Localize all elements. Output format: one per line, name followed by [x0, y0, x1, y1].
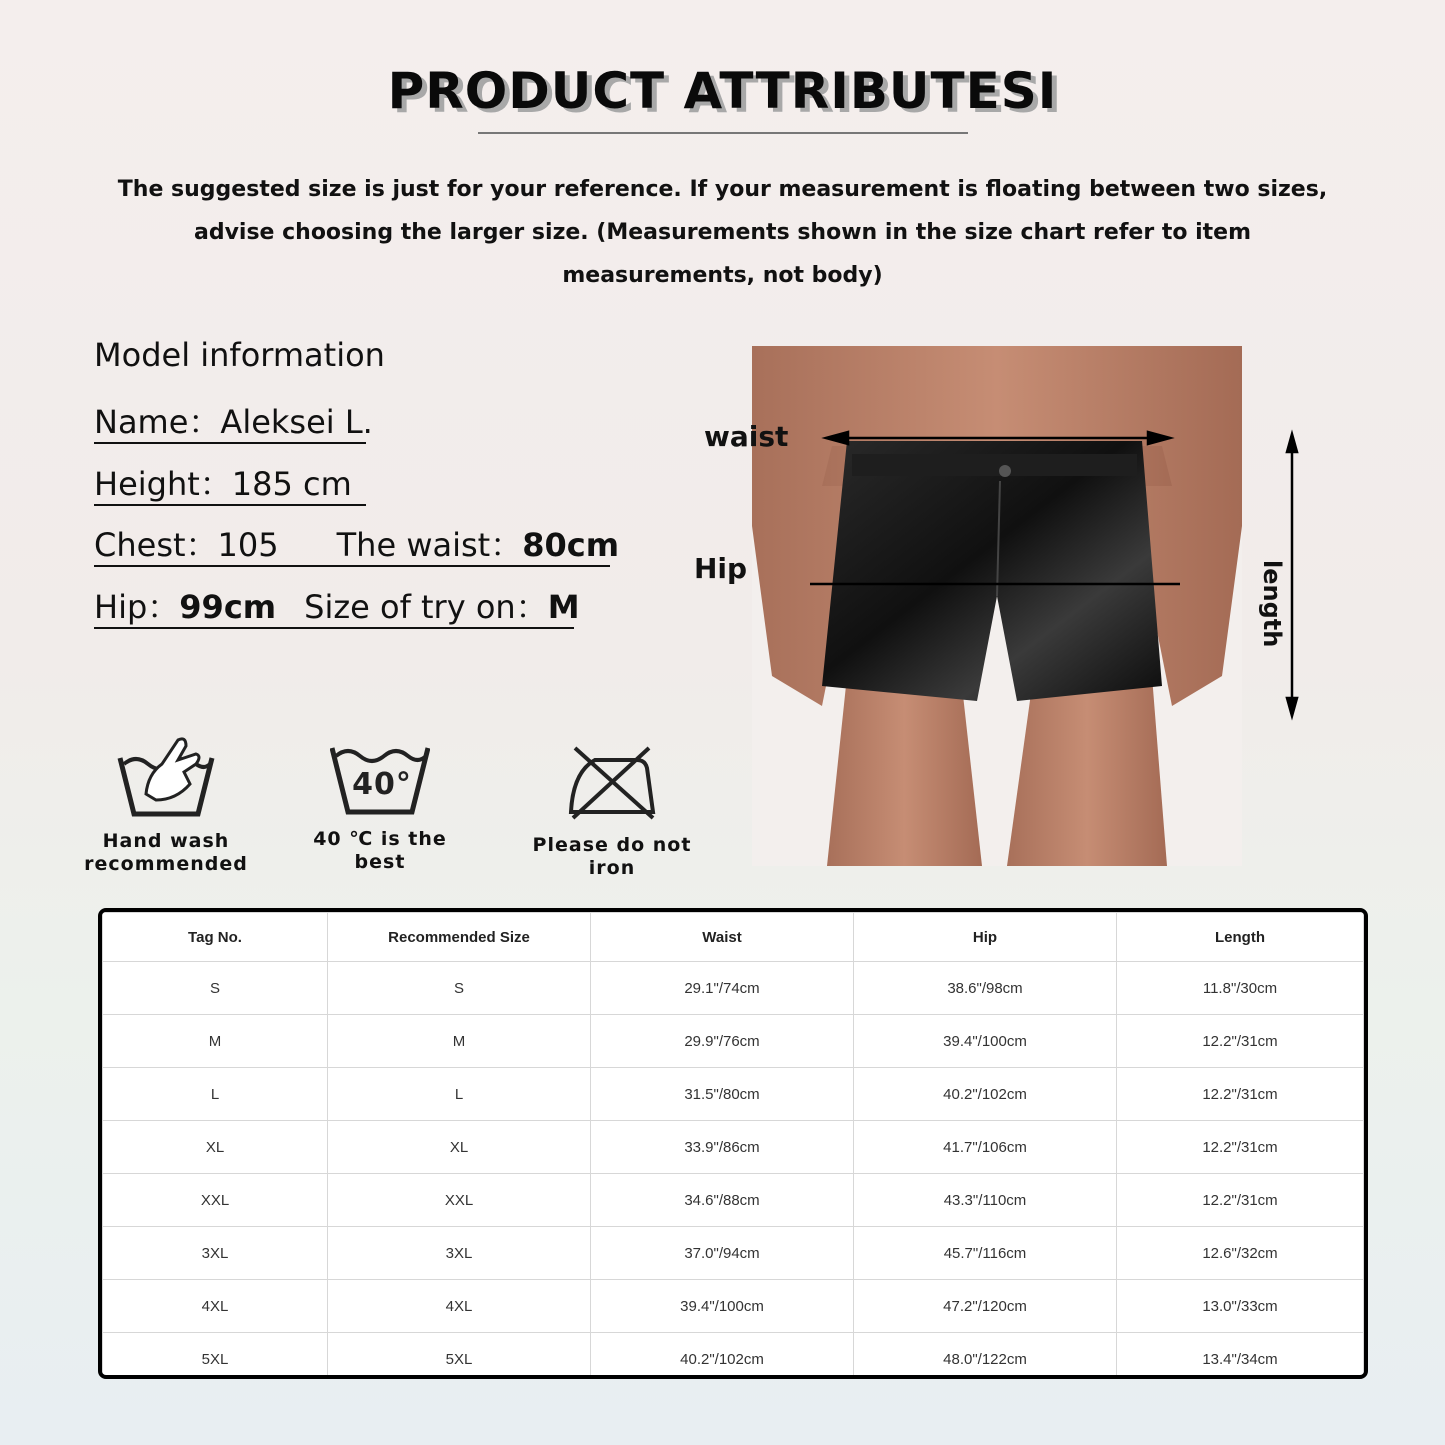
shorts-illustration: [752, 346, 1242, 866]
hip-label: Hip：: [94, 588, 180, 626]
cell-waist: 29.9"/76cm: [591, 1015, 854, 1068]
advice-line-3: measurements, not body): [562, 263, 883, 288]
cell-hip: 39.4"/100cm: [854, 1015, 1117, 1068]
wash-40-icon: [330, 742, 430, 818]
cell-hip: 38.6"/98cm: [854, 962, 1117, 1015]
cell-waist: 34.6"/88cm: [591, 1174, 854, 1227]
cell-tag: XL: [103, 1121, 328, 1174]
cell-size: 4XL: [328, 1280, 591, 1333]
cell-hip: 48.0"/122cm: [854, 1333, 1117, 1380]
length-arrowhead-bottom: [1287, 698, 1297, 716]
cell-tag: S: [103, 962, 328, 1015]
header-tag-no: Tag No.: [103, 913, 328, 962]
page-title: PRODUCT ATTRIBUTESI: [387, 62, 1058, 120]
name-value: Aleksei L.: [220, 403, 373, 441]
hand-wash-line-1: Hand wash: [102, 830, 230, 852]
hand-wash-icon: [116, 734, 216, 822]
header-length: Length: [1117, 913, 1364, 962]
table-row: [103, 1227, 1364, 1280]
model-photo: [752, 346, 1242, 866]
cell-length: 13.0"/33cm: [1117, 1280, 1364, 1333]
table-row: [103, 962, 1364, 1015]
cell-size: 5XL: [328, 1333, 591, 1380]
chest-label: Chest：: [94, 526, 218, 564]
cell-waist: 31.5"/80cm: [591, 1068, 854, 1121]
model-height-row: [94, 464, 366, 506]
cell-size: XL: [328, 1121, 591, 1174]
cell-hip: 41.7"/106cm: [854, 1121, 1117, 1174]
table-row: [103, 1068, 1364, 1121]
cell-tag: M: [103, 1015, 328, 1068]
table-row: [103, 1015, 1364, 1068]
cell-hip: 47.2"/120cm: [854, 1280, 1117, 1333]
waist-measure-label: waist: [704, 420, 789, 453]
cell-length: 12.2"/31cm: [1117, 1174, 1364, 1227]
header-recommended-size: Recommended Size: [328, 913, 591, 962]
waist-value: 80cm: [522, 526, 620, 564]
cell-waist: 29.1"/74cm: [591, 962, 854, 1015]
height-value: 185 cm: [231, 465, 352, 503]
cell-length: 11.8"/30cm: [1117, 962, 1364, 1015]
cell-size: XXL: [328, 1174, 591, 1227]
table-row: [103, 1280, 1364, 1333]
care-wash-40: [295, 742, 465, 874]
cell-size: L: [328, 1068, 591, 1121]
table-header-row: [103, 913, 1364, 962]
no-iron-text: Please do not iron: [532, 834, 692, 879]
model-hip-size-row: [94, 587, 580, 629]
waist-label: The waist：: [336, 526, 523, 564]
care-hand-wash: [82, 734, 250, 876]
cell-length: 12.2"/31cm: [1117, 1015, 1364, 1068]
wash-40-text: 40 ℃ is the best: [313, 828, 447, 873]
advice-line-2: advise choosing the larger size. (Measurements shown in the size chart refer to item: [193, 220, 1252, 245]
model-name-row: [94, 402, 373, 444]
cell-length: 12.6"/32cm: [1117, 1227, 1364, 1280]
table-row: [103, 1174, 1364, 1227]
length-measure-label: length: [1258, 560, 1286, 648]
wash-40-badge: 40°: [352, 767, 412, 802]
model-info-heading: Model information: [94, 336, 385, 374]
hip-value: 99cm: [179, 588, 277, 626]
cell-size: 3XL: [328, 1227, 591, 1280]
cell-tag: XXL: [103, 1174, 328, 1227]
cell-hip: 43.3"/110cm: [854, 1174, 1117, 1227]
size-chart-table: [102, 912, 1364, 1379]
hip-measure-label: Hip: [694, 552, 748, 585]
table-row: [103, 1333, 1364, 1380]
cell-hip: 45.7"/116cm: [854, 1227, 1117, 1280]
cell-size: M: [328, 1015, 591, 1068]
cell-size: S: [328, 962, 591, 1015]
cell-length: 13.4"/34cm: [1117, 1333, 1364, 1380]
cell-waist: 37.0"/94cm: [591, 1227, 854, 1280]
model-chest-waist-row: [94, 525, 620, 567]
chest-value: 105: [217, 526, 279, 564]
care-no-iron: [512, 742, 712, 880]
length-arrowhead-top: [1287, 434, 1297, 452]
height-label: Height：: [94, 465, 232, 503]
cell-tag: 3XL: [103, 1227, 328, 1280]
hand-wash-line-2: recommended: [84, 853, 248, 875]
cell-waist: 39.4"/100cm: [591, 1280, 854, 1333]
cell-tag: 5XL: [103, 1333, 328, 1380]
size-label: Size of try on：: [304, 588, 548, 626]
size-chart: [98, 908, 1368, 1379]
header-hip: Hip: [854, 913, 1117, 962]
cell-waist: 40.2"/102cm: [591, 1333, 854, 1380]
advice-line-1: The suggested size is just for your reference. If your measurement is floating between two sizes,: [117, 177, 1328, 202]
cell-waist: 33.9"/86cm: [591, 1121, 854, 1174]
cell-tag: 4XL: [103, 1280, 328, 1333]
cell-tag: L: [103, 1068, 328, 1121]
header-waist: Waist: [591, 913, 854, 962]
size-advice-text: [110, 168, 1335, 297]
size-value: M: [547, 588, 580, 626]
name-label: Name：: [94, 403, 221, 441]
table-row: [103, 1121, 1364, 1174]
no-iron-icon: [567, 742, 657, 822]
cell-length: 12.2"/31cm: [1117, 1121, 1364, 1174]
title-divider: [478, 132, 968, 134]
cell-hip: 40.2"/102cm: [854, 1068, 1117, 1121]
cell-length: 12.2"/31cm: [1117, 1068, 1364, 1121]
